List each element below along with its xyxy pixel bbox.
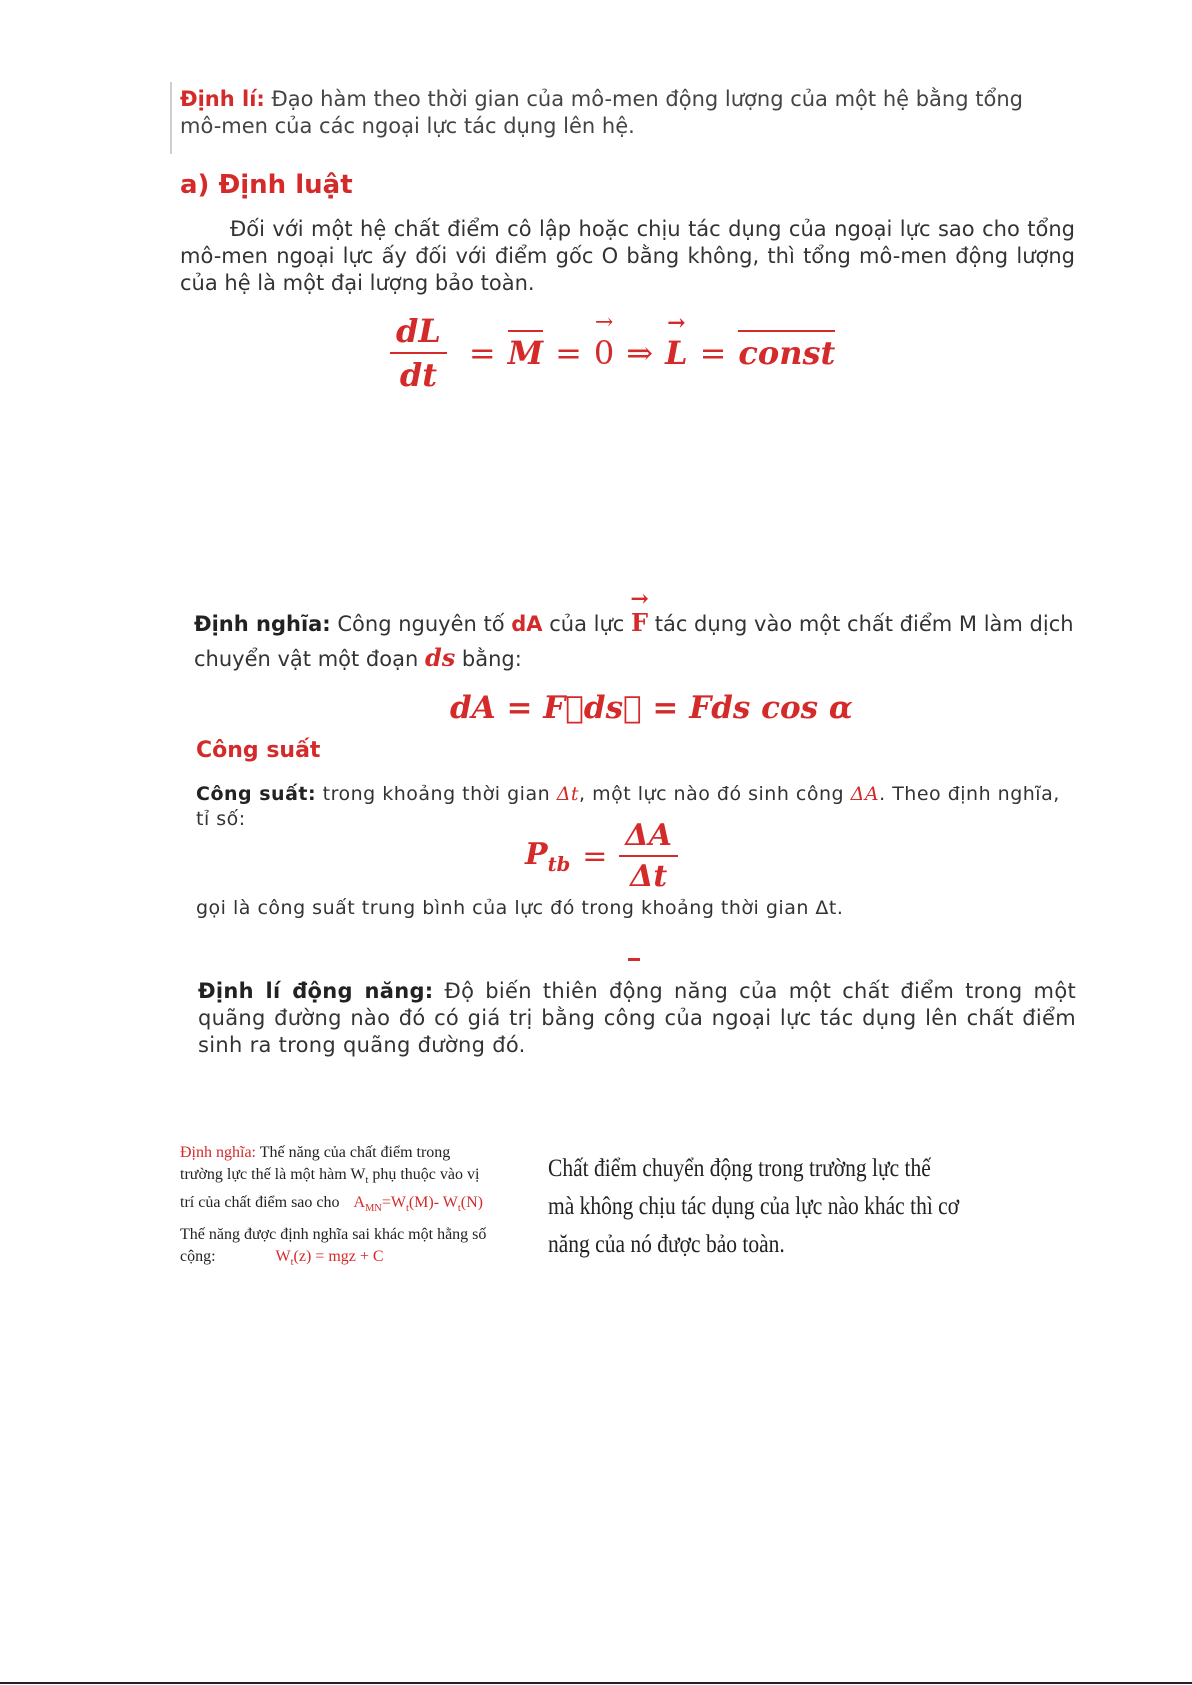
formula-sub: t [405, 1203, 409, 1215]
formula-sub: t [290, 1257, 294, 1269]
red-dash [628, 958, 640, 961]
delta-t-symbol: Δt [556, 783, 580, 805]
implies-symbol: ⇒ [626, 334, 654, 372]
ds-symbol: ds [424, 643, 456, 672]
angular-momentum-symbol: → L [665, 334, 688, 372]
work-definition [194, 606, 1074, 676]
equals-sign: = [468, 334, 496, 372]
work-potential-formula [353, 1194, 483, 1215]
numerator: ΔA [625, 818, 672, 853]
work-text: bằng: [455, 647, 522, 671]
power-text: , một lực nào đó sinh công [579, 783, 851, 805]
formula-part: (N) [460, 1194, 483, 1212]
formula-part: W [275, 1248, 291, 1266]
denominator: dt [399, 356, 438, 394]
force-symbol: → F [631, 606, 648, 640]
ke-label: Định lí động năng: [198, 979, 434, 1003]
equals-sign: = [699, 334, 727, 372]
formula-part: (M)- W [408, 1194, 458, 1212]
power-average-text: gọi là công suất trung bình của lực đó trong khoảng thời gian Δt. [196, 897, 844, 919]
pe-line: trường lực thế là một hàm W [180, 1166, 366, 1183]
pe-line: phụ thuộc vào vị [368, 1166, 480, 1183]
theorem-paragraph [180, 86, 1050, 140]
work-label: Định nghĩa: [194, 612, 331, 636]
kinetic-energy-theorem [198, 978, 1076, 1059]
power-fraction [619, 818, 678, 894]
P-symbol: P [525, 836, 548, 872]
denominator: Δt [630, 859, 668, 894]
pe-line: cộng: [180, 1248, 216, 1266]
const-symbol: const [738, 334, 836, 372]
work-text: tác dụng vào một chất điểm M làm dịch chuyển vật một đoạn [194, 612, 1074, 671]
equals-sign: = [555, 334, 582, 372]
potential-formula [275, 1248, 384, 1269]
formula-part: (z) = mgz + C [293, 1248, 384, 1266]
theorem-text: Đạo hàm theo thời gian của mô-men động lượng của một hệ bằng tổng mô-men của các ngoại lực tác dụng lên hệ. [180, 87, 1023, 138]
formula-sub: t [457, 1203, 461, 1215]
torque-symbol: M [507, 334, 544, 372]
power-text: . Theo định nghĩa, tỉ số: [196, 783, 1060, 830]
formula-part: A [353, 1194, 366, 1212]
law-heading: a) Định luật [180, 170, 353, 200]
delta-A-symbol: ΔA [850, 783, 880, 805]
equals-sign: = [582, 838, 608, 874]
P-subscript: tb [547, 852, 571, 876]
mechanical-energy-conservation: Chất điểm chuyển động trong trường lực thế mà không chịu tác dụng của lực nào khác thì cơ năng của nó được bảo toàn. [548, 1155, 960, 1258]
power-equation [525, 818, 688, 894]
power-label: Công suất: [196, 783, 317, 805]
quote-bar [170, 82, 172, 154]
derivative-fraction [390, 312, 447, 394]
work-equation: dA = F⃗ds⃗ = Fds cos α [450, 690, 853, 726]
potential-energy-definition [180, 1142, 535, 1275]
dA-symbol: dA [511, 612, 543, 636]
pe-line: Thế năng được định nghĩa sai khác một hằng số [180, 1226, 487, 1244]
zero-vector: → 0 [594, 334, 614, 372]
formula-sub: MN [365, 1203, 382, 1215]
power-heading: Công suất [196, 738, 321, 763]
power-text: trong khoảng thời gian [316, 783, 557, 805]
work-text: Công nguyên tố [330, 612, 512, 636]
numerator: dL [396, 312, 441, 350]
power-symbol [525, 837, 570, 876]
page-bottom-rule [0, 1682, 1192, 1684]
law-paragraph: Đối với một hệ chất điểm cô lập hoặc chịu tác dụng của ngoại lực sao cho tổng mô-men ngoại lực ấy đối với điểm gốc O bằng không, thì tổng mô-men động lượng của hệ là một đại lượng bảo toàn. [180, 217, 1075, 295]
pe-sub: t [365, 1175, 369, 1187]
formula-part: =W [381, 1194, 406, 1212]
pe-line: Thế năng của chất điểm trong [256, 1144, 451, 1161]
pe-label: Định nghĩa: [180, 1144, 256, 1161]
ke-text: Độ biến thiên động năng của một chất điểm trong một quãng đường nào đó có giá trị bằng công của ngoại lực tác dụng lên chất điểm sinh ra trong quãng đường đó. [198, 979, 1076, 1057]
conservation-equation [390, 308, 835, 398]
pe-line: trí của chất điểm sao cho [180, 1194, 340, 1212]
theorem-label: Định lí: [180, 87, 265, 111]
work-text: của lực [542, 612, 632, 636]
